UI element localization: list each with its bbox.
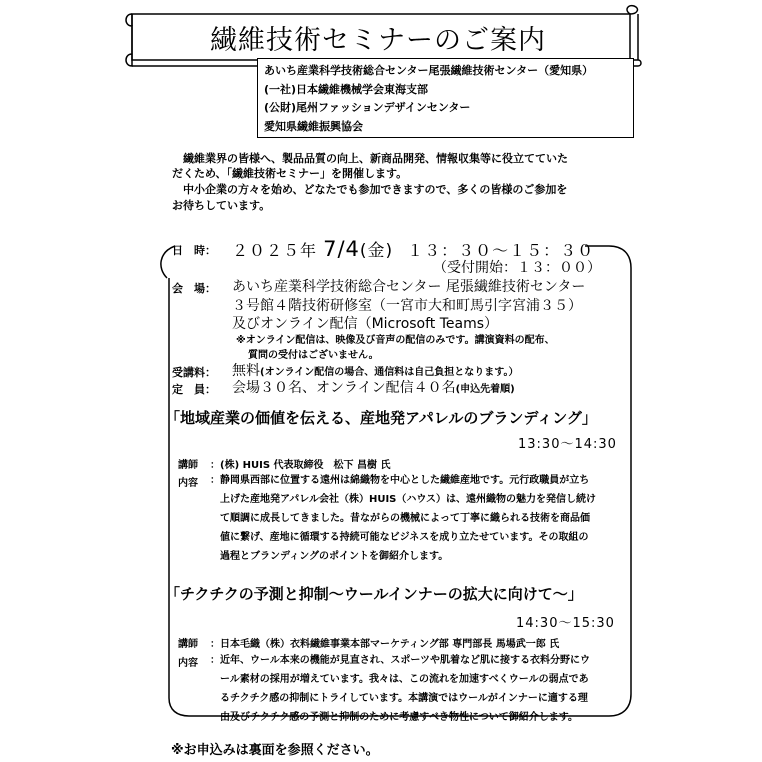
talk-content-line: 上げた産地発アパレル会社（株）HUIS（ハウス）は、遠州織物の魅力を発信し続け (220, 494, 597, 505)
venue-note: ※オンライン配信は、映像及び音声の配信のみです。講演資料の配布、 (236, 335, 555, 346)
fee-label: 受講料： (172, 366, 216, 379)
date-label: 日 時： (172, 244, 216, 257)
talk-title: 「チクチクの予測と抑制～ウールインナーの拡大に向けて～」 (165, 585, 583, 603)
fee-note: (オンライン配信の場合、通信料は自己負担となります。） (260, 367, 519, 378)
intro-line: 繊維業界の皆様へ、製品品質の向上、新商品開発、情報収集等に役立てていた (172, 152, 568, 165)
talk-content-label: 内容 (178, 478, 198, 489)
intro-line: だくため、「繊維技術セミナー」を開催します。 (172, 167, 408, 180)
fee-amount: 無料 (232, 363, 260, 379)
organizers-box (257, 58, 634, 138)
talk-speaker-label: 講師 (178, 460, 198, 471)
talk-content (210, 651, 590, 727)
date-year: ２０２５年 (232, 241, 324, 260)
capacity-amount: 会場３０名、オンライン配信４０名 (232, 380, 456, 396)
capacity-note: (申込先着順) (455, 384, 515, 395)
talk-speaker-label: 講師 (178, 639, 198, 650)
talk-content-line: 由及びチクチク感の予測と抑制のために考慮すべき物性について御紹介します。 (220, 712, 578, 723)
venue-line: ３号館４階技術研修室（一宮市大和町馬引字宮浦３５） (232, 298, 582, 314)
talk-time: 14:30～15:30 (516, 616, 615, 631)
talk-content-line: るチクチク感の抑制にトライしています。本講演ではウールがインナーに適する理 (220, 693, 588, 704)
date-time: １３：３０～１５：３０ (407, 241, 595, 260)
talk-speaker: ：(株) HUIS 代表取締役 松下 昌樹 氏 (210, 460, 391, 471)
date-day: (金) (359, 241, 394, 261)
talk-content-line: て順調に成長してきました。昔ながらの機械によって丁寧に織られる技術を商品価 (220, 513, 590, 524)
venue-line: 及びオンライン配信（Microsoft Teams） (232, 316, 499, 332)
talk-time: 13:30～14:30 (518, 437, 617, 452)
talk-content-line: ：静岡県西部に位置する遠州は綿織物を中心とした繊維産地です。元行政職員が立ち (210, 475, 590, 486)
talk-content-line: 値に繋げ、産地に循環する持続可能なビジネスを成り立たせています。その取組の (220, 532, 589, 543)
venue-label: 会 場： (172, 282, 216, 295)
talk-content-label: 内容 (178, 658, 198, 669)
organizer-line: 愛知県繊維振興協会 (264, 119, 363, 133)
venue-note: 質問の受付はございません。 (248, 350, 379, 361)
capacity-label: 定 員： (172, 383, 216, 396)
intro-line: 中小企業の方々を始め、どなたでも参加できますので、多くの皆様のご参加を (172, 183, 568, 196)
talk-content-line: ール素材の採用が増えています。我々は、この流れを加速すべくウールの弱点であ (220, 674, 589, 685)
organizer-line: あいち産業科学技術総合センター尾張繊維技術センター（愛知県） (264, 64, 594, 77)
talk-content-line: ：近年、ウール本来の機能が見直され、スポーツや肌着など肌に接する衣料分野にウ (210, 655, 590, 666)
reception-time: （受付開始：１３：００） (433, 260, 601, 276)
venue-line: あいち産業科学技術総合センター 尾張繊維技術センター (232, 279, 586, 295)
footer-note: ※お申込みは裏面を参照ください。 (171, 743, 379, 758)
talk-content (210, 471, 596, 566)
organizer-line: (一社)日本繊維機械学会東海支部 (264, 82, 429, 96)
page-title: 繊維技術セミナーのご案内 (210, 25, 546, 56)
talk-speaker: ：日本毛織（株）衣料繊維事業本部マーケティング部 専門部長 馬場武一郎 氏 (210, 639, 560, 650)
talk-content-line: 過程とブランディングのポイントを御紹介します。 (220, 551, 449, 562)
intro-line: お待ちしています。 (172, 199, 271, 212)
date-main: 7/4 (323, 237, 360, 261)
capacity-value (232, 377, 515, 397)
talk-title: 「地域産業の価値を伝える、産地発アパレルのブランディング」 (165, 409, 597, 427)
organizer-line: (公財)尾州ファッションデザインセンター (264, 101, 471, 114)
